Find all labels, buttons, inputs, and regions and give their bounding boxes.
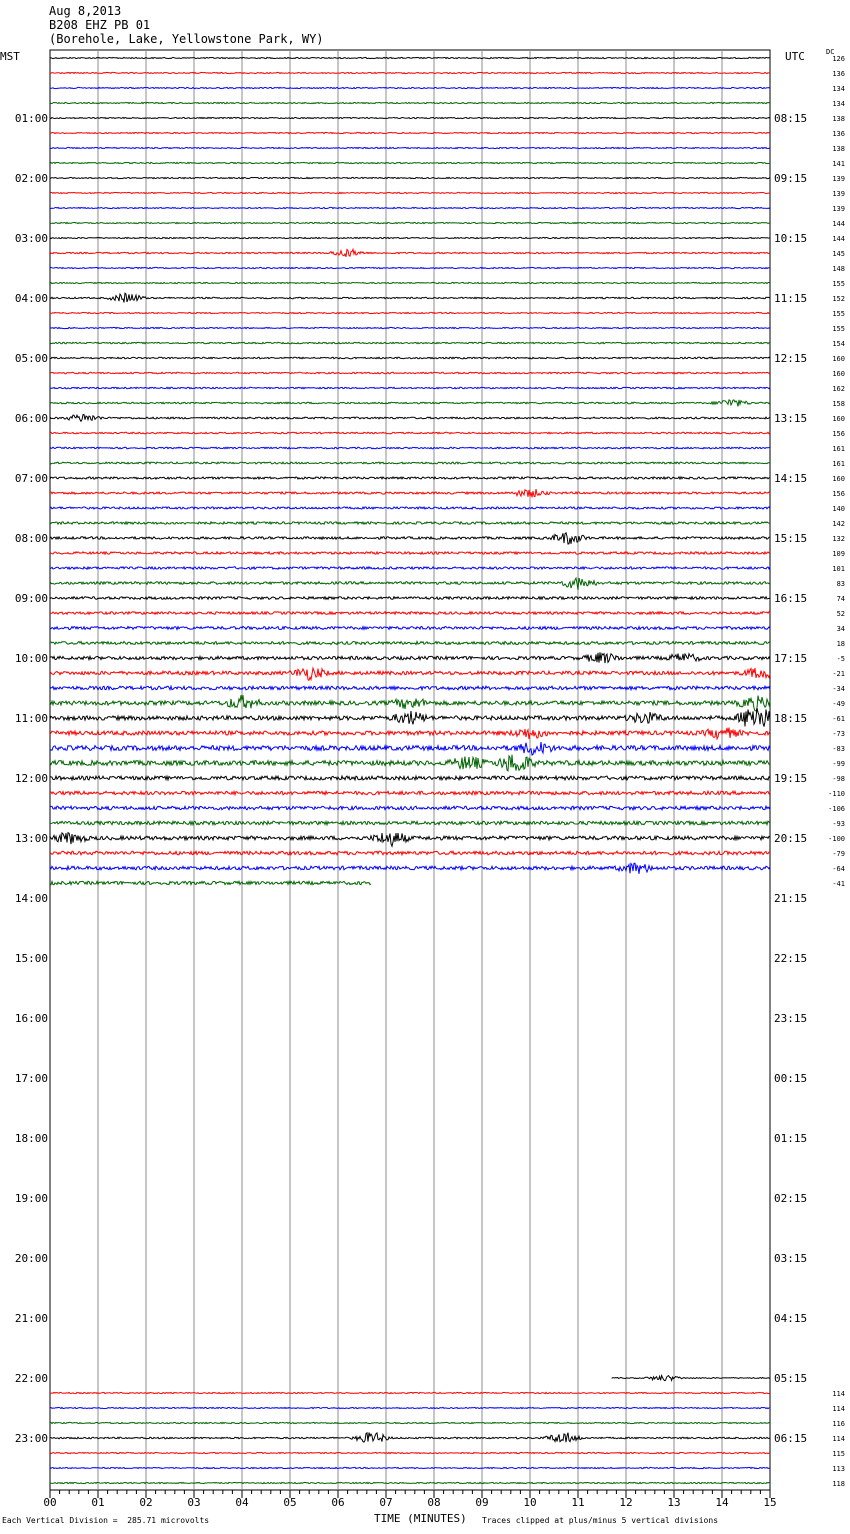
seismic-trace [50,791,770,795]
dc-offset-label: 34 [836,625,845,633]
dc-offset-label: -98 [832,775,845,783]
mst-hour-label: 15:00 [14,952,48,965]
dc-offset-label: 144 [832,220,845,228]
dc-offset-label: 52 [836,610,845,618]
seismic-trace [50,1422,770,1423]
dc-offset-label: 139 [832,190,845,198]
utc-hour-label: 03:15 [774,1252,808,1265]
utc-hour-label: 09:15 [774,172,808,185]
x-tick-label: 06 [331,1496,345,1509]
seismic-trace [50,462,770,464]
dc-offset-label: 83 [836,580,845,588]
dc-offset-label: 154 [832,340,845,348]
dc-offset-label: 162 [832,385,845,393]
seismic-trace [50,851,770,855]
seismic-trace [50,522,770,524]
dc-offset-label: 161 [832,460,845,468]
dc-offset-label: 134 [832,100,845,108]
dc-offset-label: 148 [832,265,845,273]
dc-offset-label: -73 [832,730,845,738]
dc-offset-label: 145 [832,250,845,258]
mst-hour-label: 19:00 [14,1192,48,1205]
mst-hour-label: 02:00 [14,172,48,185]
dc-offset-label: 115 [832,1450,845,1458]
dc-offset-label: -34 [832,685,845,693]
seismic-trace [50,132,770,133]
clip-note: Traces clipped at plus/minus 5 vertical divisions [482,1516,719,1525]
dc-offset-label: -100 [828,835,845,843]
dc-offset-label: -21 [832,670,845,678]
seismic-trace [50,652,770,663]
x-tick-label: 02 [139,1496,153,1509]
dc-offset-label: 134 [832,85,845,93]
utc-hour-label: 23:15 [774,1012,808,1025]
seismic-trace [50,533,770,544]
dc-offset-label: 156 [832,430,845,438]
seismic-trace [50,87,770,88]
mst-hour-label: 05:00 [14,352,48,365]
dc-offset-label: 152 [832,295,845,303]
dc-offset-label: 160 [832,370,845,378]
seismic-trace [50,372,770,374]
seismic-trace [50,567,770,569]
seismic-trace [50,117,770,118]
x-tick-label: 08 [427,1496,441,1509]
x-tick-label: 11 [571,1496,585,1509]
seismic-trace [50,627,770,630]
seismic-trace [50,222,770,223]
dc-offset-label: 160 [832,355,845,363]
mst-hour-label: 20:00 [14,1252,48,1265]
mst-hour-label: 10:00 [14,652,48,665]
x-tick-label: 07 [379,1496,393,1509]
utc-hour-label: 00:15 [774,1072,808,1085]
dc-offset-label: 114 [832,1405,845,1413]
dc-offset-label: -93 [832,820,845,828]
dc-offset-label: 160 [832,415,845,423]
x-tick-label: 04 [235,1496,249,1509]
seismic-trace [50,249,770,256]
dc-offset-label: -110 [828,790,845,798]
x-tick-label: 14 [715,1496,729,1509]
dc-offset-label: 139 [832,175,845,183]
mst-hour-label: 22:00 [14,1372,48,1385]
dc-offset-label: -83 [832,745,845,753]
dc-offset-label: 140 [832,505,845,513]
utc-hour-label: 18:15 [774,712,808,725]
utc-hour-label: 14:15 [774,472,808,485]
seismic-trace [50,695,770,711]
dc-offset-label: -5 [836,655,845,663]
mst-hour-label: 07:00 [14,472,48,485]
seismic-trace [50,806,770,810]
dc-offset-label: 113 [832,1465,845,1473]
mst-hour-label: 11:00 [14,712,48,725]
mst-hour-label: 09:00 [14,592,48,605]
utc-hour-label: 08:15 [774,112,808,125]
utc-hour-label: 17:15 [774,652,808,665]
mst-hour-label: 14:00 [14,892,48,905]
mst-hour-label: 23:00 [14,1432,48,1445]
utc-hour-label: 10:15 [774,232,808,245]
seismic-trace [50,821,770,825]
dc-offset-label: 161 [832,445,845,453]
seismic-trace [50,863,770,874]
seismic-trace [50,742,770,755]
mst-hour-label: 06:00 [14,412,48,425]
seismic-trace [50,293,770,302]
seismic-trace [50,708,770,727]
seismic-trace [50,552,770,554]
seismic-trace [50,507,770,509]
seismic-trace [50,282,770,283]
seismic-trace [50,357,770,359]
seismic-trace [50,447,770,449]
station-location: (Borehole, Lake, Yellowstone Park, WY) [49,32,324,46]
seismic-trace [50,612,770,615]
mst-hour-label: 04:00 [14,292,48,305]
seismic-trace [50,177,770,178]
seismic-trace [50,1482,770,1483]
seismic-trace [50,415,770,422]
dc-offset-label: -79 [832,850,845,858]
seismic-trace [50,207,770,208]
utc-hour-label: 13:15 [774,412,808,425]
utc-hour-label: 21:15 [774,892,808,905]
mst-hour-label: 18:00 [14,1132,48,1145]
seismic-trace [50,1407,770,1408]
mst-hour-label: 12:00 [14,772,48,785]
seismic-trace [50,387,770,388]
chart-date: Aug 8,2013 [49,4,122,18]
seismic-trace [50,597,770,600]
utc-hour-label: 02:15 [774,1192,808,1205]
seismic-trace [50,755,770,771]
seismic-trace [50,1452,770,1453]
seismic-trace [50,327,770,328]
dc-offset-label: 18 [836,640,845,648]
x-tick-label: 00 [43,1496,57,1509]
x-tick-label: 03 [187,1496,201,1509]
seismic-trace [50,728,770,740]
x-tick-label: 05 [283,1496,297,1509]
seismic-trace [50,57,770,58]
dc-offset-label: 136 [832,70,845,78]
mst-hour-label: 03:00 [14,232,48,245]
seismic-trace [50,477,770,479]
x-tick-label: 15 [763,1496,777,1509]
utc-hour-label: 12:15 [774,352,808,365]
mst-hour-label: 21:00 [14,1312,48,1325]
utc-hour-label: 16:15 [774,592,808,605]
mst-hour-label: 17:00 [14,1072,48,1085]
dc-offset-label: 160 [832,475,845,483]
seismic-trace [50,1467,770,1468]
dc-label: DC [826,48,835,56]
dc-offset-label: 136 [832,130,845,138]
dc-offset-label: 142 [832,520,845,528]
x-tick-label: 12 [619,1496,633,1509]
left-axis-label: MST [0,50,20,63]
seismic-trace [50,162,770,163]
utc-hour-label: 05:15 [774,1372,808,1385]
seismic-trace [50,192,770,193]
dc-offset-label: 155 [832,280,845,288]
dc-offset-label: -41 [832,880,845,888]
x-tick-label: 09 [475,1496,489,1509]
dc-offset-label: 158 [832,400,845,408]
station-code: B208 EHZ PB 01 [49,18,151,32]
seismic-trace [50,1392,770,1393]
dc-offset-label: -61 [832,715,845,723]
seismic-trace [50,642,770,645]
seismic-trace [50,686,770,690]
x-axis-title: TIME (MINUTES) [374,1512,467,1525]
x-tick-label: 13 [667,1496,681,1509]
mst-hour-label: 01:00 [14,112,48,125]
seismic-trace [50,400,770,407]
seismic-trace [50,147,770,148]
utc-hour-label: 15:15 [774,532,808,545]
utc-hour-label: 20:15 [774,832,808,845]
seismic-trace [612,1376,770,1381]
seismic-trace [50,312,770,313]
dc-offset-label: 139 [832,205,845,213]
seismic-trace [50,267,770,268]
dc-offset-label: 155 [832,310,845,318]
seismic-trace [50,776,770,780]
dc-offset-label: 101 [832,565,845,573]
mst-hour-label: 16:00 [14,1012,48,1025]
dc-offset-label: 138 [832,145,845,153]
dc-offset-label: -64 [832,865,845,873]
dc-offset-label: 156 [832,490,845,498]
dc-offset-label: 116 [832,1420,845,1428]
seismic-trace [50,668,770,680]
x-tick-label: 01 [91,1496,105,1509]
scale-note: Each Vertical Division = 285.71 microvolts [2,1516,210,1525]
dc-offset-label: 114 [832,1390,845,1398]
utc-hour-label: 11:15 [774,292,808,305]
seismic-trace [50,72,770,73]
utc-hour-label: 01:15 [774,1132,808,1145]
dc-offset-label: 118 [832,1480,845,1488]
dc-offset-label: 141 [832,160,845,168]
seismic-trace [50,342,770,343]
mst-hour-label: 08:00 [14,532,48,545]
utc-hour-label: 19:15 [774,772,808,785]
dc-offset-label: 109 [832,550,845,558]
dc-offset-label: 132 [832,535,845,543]
utc-hour-label: 06:15 [774,1432,808,1445]
dc-offset-label: 138 [832,115,845,123]
dc-offset-label: -99 [832,760,845,768]
dc-offset-label: 74 [836,595,845,603]
seismic-trace [50,833,770,847]
seismic-trace [50,102,770,103]
dc-offset-label: 144 [832,235,845,243]
plot-frame [50,50,770,1490]
utc-hour-label: 22:15 [774,952,808,965]
dc-offset-label: 155 [832,325,845,333]
seismic-trace [50,237,770,238]
dc-offset-label: 114 [832,1435,845,1443]
dc-offset-label: 126 [832,55,845,63]
seismic-trace [50,1433,770,1443]
right-axis-label: UTC [785,50,805,63]
utc-hour-label: 04:15 [774,1312,808,1325]
seismic-trace [50,489,770,497]
seismic-trace [50,578,770,590]
x-tick-label: 10 [523,1496,537,1509]
mst-hour-label: 13:00 [14,832,48,845]
seismic-trace [50,432,770,434]
dc-offset-label: -106 [828,805,845,813]
dc-offset-label: -49 [832,700,845,708]
